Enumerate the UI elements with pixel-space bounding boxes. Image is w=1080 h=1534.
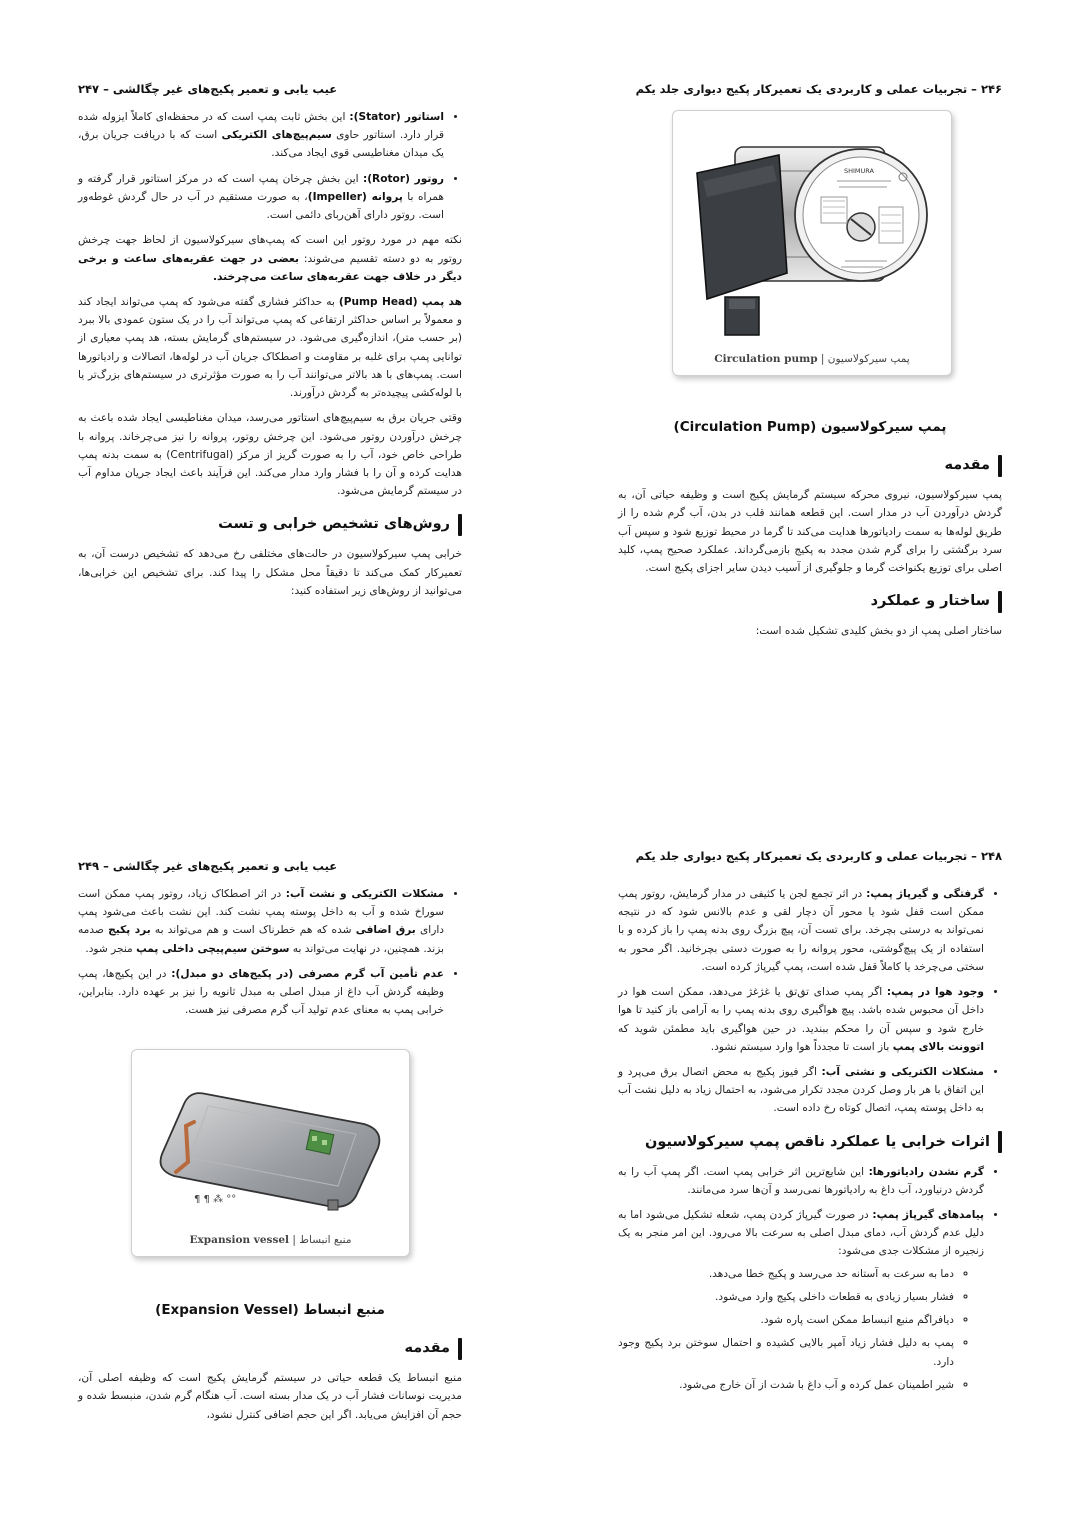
list-item-label: روتور (Rotor): xyxy=(362,172,444,185)
list-item-label: پیامدهای گیرپاژ پمپ: xyxy=(872,1209,984,1221)
list-item-label: عدم تأمین آب گرم مصرفی (در پکیج‌های دو مبدل): xyxy=(171,967,444,980)
page-248-body xyxy=(618,885,1002,1401)
section-title: پمپ سیرکولاسیون (Circulation Pump) xyxy=(673,419,947,435)
paragraph-text: به حداکثر فشاری گفته می‌شود که پمپ می‌تواند ایجاد کند و معمولاً بر اساس حداکثر ارتفاعی که پمپ می‌تواند آب را در یک ستون عمودی بالا ببرد (بر حسب متر)، اندازه‌گیری می‌شود. در سیستم‌های گرمایش بسته، هد پمپ معیاری از توانایی پمپ برای غلبه بر مقاومت و اصطکاک جریان آب در لوله‌ها، اتصالات و رادیاتورها است. پمپ‌های با هد بالاتر می‌توانند آب را به صورت مؤثرتری در سیستم‌های بزرگ‌تر یا با لوله‌کشی پیچیده‌تر به گردش درآورند. xyxy=(78,295,462,400)
heading-bar xyxy=(998,591,1002,613)
section-heading-intro xyxy=(78,1336,462,1361)
failure-list xyxy=(78,885,462,1020)
diagnosis-list xyxy=(618,885,1002,1118)
list-item-text: در این پکیج‌ها، پمپ وظیفه گردش آب داغ از مبدل اصلی به مبدل ثانویه را نیز بر عهده دارد. بنابراین، خرابی پمپ به معنای عدم تولید آب گرم مصرفی نیز هست. xyxy=(78,967,444,1017)
sublist-item: ◦ دما به سرعت به آستانه حد می‌رسد و پکیج خطا می‌دهد. xyxy=(618,1265,954,1283)
consequences-sublist xyxy=(618,1265,984,1394)
paragraph-text: نکته مهم در مورد روتور این است که پمپ‌های سیرکولاسیون از لحاظ جهت چرخش روتور به دو دسته تقسیم می‌شوند: xyxy=(78,234,462,265)
figure-caption-fa: منبع انبساط xyxy=(299,1234,352,1246)
list-item-label: گرفتگی و گیرپاژ پمپ: xyxy=(866,888,984,900)
heading-bar xyxy=(458,514,462,536)
section-heading-effects xyxy=(618,1130,1002,1155)
heading-text: ساختار و عملکرد xyxy=(870,593,990,610)
intro-paragraph: منبع انبساط یک قطعه حیاتی در سیستم گرمایش پکیج است که وظیفه اصلی آن، مدیریت نوسانات فشار آب در یک مدار بسته است. آب هنگام گرم شدن، منبسط شده و حجم آن افزایش می‌یابد. اگر این حجم اضافی کنترل نشود، xyxy=(78,1372,462,1421)
sublist-item: ◦ شیر اطمینان عمل کرده و آب داغ با شدت از آن خارج می‌شود. xyxy=(618,1376,954,1394)
list-item-text: این بخش ثابت پمپ است که در محفظه‌ای کاملاً ایزوله شده قرار دارد. استاتور حاوی xyxy=(78,111,445,142)
list-item-label: استاتور (Stator): xyxy=(349,111,444,123)
list-item-text: در اثر تجمع لجن یا کثیفی در مدار گرمایش، روتور پمپ ممکن است قفل شود یا محور آن دچار لقی و عدم بالانس شود که در نتیجه نمی‌تواند به درستی بچرخد. برای تست آن، پیچ بزرگ روی بدنه پمپ را باز کرده و با استفاده از یک پیچ‌گوشتی، محور پروانه را به صورت دستی بچرخانید. اگر محور به سختی می‌چرخد یا کاملاً قفل شده است، پمپ گیرپاژ کرده است. xyxy=(618,888,984,973)
effects-list xyxy=(618,1163,1002,1394)
list-item-rotor xyxy=(78,170,444,225)
section-heading-diagnosis xyxy=(78,512,462,537)
list-item-text: ، به صورت مستقیم در آب در حال گردش غوطه‌ور است. روتور دارای آهن‌ربای دائمی است. xyxy=(78,190,444,222)
intro-paragraph: پمپ سیرکولاسیون، نیروی محرکه سیستم گرمایش پکیج است و وظیفه حیاتی آن، به گردش درآوردن آب در مدار است. این قطعه همانند قلب در بدن، آب گرم شده را از طریق لوله‌ها به سمت رادیاتورها هدایت می‌کند تا گرما در محیط توزیع شود و سپس آب سرد برگشتی را برای گرم شدن مجدد به پکیج بازمی‌گرداند. عملکرد صحیح پمپ، کلید اصلی برای توزیع یکنواخت گرما و جلوگیری از آسیب دیدن سایر اجزای پکیج است. xyxy=(618,489,1002,575)
list-item-air xyxy=(618,983,984,1056)
list-item-text: اگر پمپ صدای تق‌تق یا غژغژ می‌دهد، ممکن است هوا در داخل آن محبوس شده باشد. پیچ هواگیری روی بدنه پمپ را به آرامی باز کنید تا هوا خارج شود و سپس آن را محکم ببندید. در حین هواگیری باید مطمئن شوید که xyxy=(618,986,984,1035)
list-item-label: گرم نشدن رادیاتورها: xyxy=(868,1165,984,1178)
bold-phrase: برق اضافی xyxy=(355,924,416,937)
heading-bar xyxy=(998,1131,1002,1153)
stator-rotor-list xyxy=(78,108,462,224)
list-item-text: باز است تا مجدداً هوا وارد سیستم نشود. xyxy=(710,1040,893,1053)
heading-text: روش‌های تشخیص خرابی و تست xyxy=(218,516,450,533)
figure-caption-separator: | xyxy=(820,353,825,365)
bold-phrase: پروانه (Impeller) xyxy=(307,190,403,203)
page-246-body xyxy=(618,410,1002,647)
list-item-label: مشکلات الکتریکی و نشت آب: xyxy=(285,888,444,900)
figure-caption-en: Circulation pump xyxy=(714,353,818,365)
figure-caption-fa: پمپ سیرکولاسیون xyxy=(827,353,910,365)
flow-paragraph: وقتی جریان برق به سیم‌پیچ‌های استاتور می‌رسد، میدان مغناطیسی ایجاد شده باعث به چرخش درآوردن روتور می‌شود. این چرخش روتور، پروانه را نیز می‌چرخاند. پروانه با طراحی خاص خود، آب را به صورت گریز از مرکز (Centrifugal) به سمت بدنه پمپ هدایت کرده و آن را با فشار وارد مدار می‌کند. این فرآیند باعث ایجاد جریان مداوم آب در سیستم گرمایش می‌شود. xyxy=(78,412,462,498)
section-heading-intro xyxy=(618,453,1002,478)
structure-paragraph: ساختار اصلی پمپ از دو بخش کلیدی تشکیل شده است: xyxy=(755,625,1002,638)
page-248 xyxy=(540,767,1080,1534)
list-item-seizure xyxy=(618,885,984,976)
list-item-electrical-leak xyxy=(78,885,444,958)
figure-caption xyxy=(673,353,951,365)
list-item-text: اگر فیوز پکیج به محض اتصال برق می‌پرد و این اتفاق با هر بار وصل کردن مجدد تکرار می‌شود، به احتمال زیاد به دلیل نشت آب به داخل پوسته پمپ، اتصال کوتاه رخ داده است. xyxy=(618,1065,984,1115)
rotor-note-paragraph xyxy=(78,231,462,286)
list-item-stator xyxy=(78,108,444,163)
list-item-seizure-effects xyxy=(618,1206,984,1394)
page-header: عیب یابی و تعمیر پکیج‌های غیر چگالشی – ۲۴۷ xyxy=(78,82,338,96)
page-header: عیب یابی و تعمیر پکیج‌های غیر چگالشی – ۲۴۹ xyxy=(78,859,338,873)
bold-phrase: هد پمپ (Pump Head) xyxy=(338,295,462,308)
heading-text: مقدمه xyxy=(944,457,990,474)
bold-phrase: برد پکیج xyxy=(108,924,151,937)
list-item-radiators xyxy=(618,1163,984,1199)
pump-brand-label: SHIMURA xyxy=(844,167,874,175)
heading-text: مقدمه xyxy=(404,1340,450,1357)
list-item-label: وجود هوا در پمپ: xyxy=(886,986,984,999)
bold-phrase: سیم‌پیچ‌های الکتریکی xyxy=(221,129,332,142)
list-item-text: شده که هم خطرناک است و هم می‌تواند به xyxy=(150,924,356,937)
figure-caption xyxy=(132,1234,409,1246)
diagnosis-paragraph: خرابی پمپ سیرکولاسیون در حالت‌های مختلفی رخ می‌دهد که تشخیص درست آن، به تعمیرکار کمک می‌کند تا دقیقاً محل مشکل را پیدا کند. برای تشخیص این خرابی‌ها، می‌توانید از روش‌های زیر استفاده کنید: xyxy=(78,548,462,597)
list-item-text: این شایع‌ترین اثر خرابی پمپ است. اگر پمپ آب را به گردش درنیاورد، آب داغ به رادیاتورها نمی‌رسد و آن‌ها سرد می‌مانند. xyxy=(618,1165,984,1196)
heading-bar xyxy=(458,1338,462,1360)
bold-phrase: بعضی در جهت عقربه‌های ساعت و برخی دیگر در خلاف جهت عقربه‌های ساعت می‌چرخند. xyxy=(78,252,462,283)
pump-head-paragraph xyxy=(78,293,462,402)
page-246 xyxy=(540,0,1080,767)
list-item-text: در اثر اصطکاک زیاد، روتور پمپ ممکن است سوراخ شده و آب به داخل پوسته پمپ نشت کند. این نشت باعث می‌شود پمپ دارای xyxy=(78,888,445,937)
page-247-body xyxy=(78,108,462,607)
list-item-hot-water xyxy=(78,965,444,1020)
figure-caption-separator: | xyxy=(292,1234,296,1246)
list-item-label: مشکلات الکتریکی و نشتی آب: xyxy=(821,1065,984,1078)
list-item-text: در صورت گیرپاژ کردن پمپ، شعله تشکیل می‌شود اما به دلیل عدم گردش آب، دمای مبدل اصلی به سرعت بالا می‌رود. این امر منجر به یک زنجیره از مشکلات جدی می‌شود: xyxy=(618,1209,984,1258)
page-header: ۲۴۸ – تجربیات عملی و کاربردی یک تعمیرکار پکیج دیواری جلد یکم xyxy=(635,849,1002,863)
section-heading-structure xyxy=(618,589,1002,614)
expansion-vessel-illustration xyxy=(132,1050,409,1224)
list-item-text: است که با دریافت جریان برق، یک میدان مغناطیسی قوی ایجاد می‌کند. xyxy=(78,129,444,160)
circulation-pump-illustration xyxy=(673,111,951,343)
bold-phrase: سوختن سیم‌پیچی داخلی پمپ xyxy=(136,942,290,955)
sublist-item: ◦ پمپ به دلیل فشار زیاد آمپر بالایی کشیده و احتمال سوختن برد پکیج وجود دارد. xyxy=(618,1334,954,1370)
bold-phrase: اتوونت بالای پمپ xyxy=(892,1040,984,1053)
page-249 xyxy=(0,767,540,1534)
page-header: ۲۴۶ – تجربیات عملی و کاربردی یک تعمیرکار پکیج دیواری جلد یکم xyxy=(635,82,1002,96)
sublist-item: ◦ دیافراگم منبع انبساط ممکن است پاره شود. xyxy=(618,1311,954,1329)
svg-text:¶ ¶ ⁂ °°: ¶ ¶ ⁂ °° xyxy=(194,1194,237,1205)
list-item-electrical xyxy=(618,1063,984,1118)
list-item-text: منجر شود. xyxy=(85,942,137,955)
page-249-body-bottom xyxy=(78,1293,462,1431)
figure-caption-en: Expansion vessel xyxy=(189,1234,290,1246)
page-247 xyxy=(0,0,540,767)
sublist-item: ◦ فشار بسیار زیادی به قطعات داخلی پکیج وارد می‌شود. xyxy=(618,1288,954,1306)
heading-bar xyxy=(998,455,1002,477)
page-249-body-top xyxy=(78,885,462,1027)
section-title: منبع انبساط (Expansion Vessel) xyxy=(155,1302,385,1318)
circulation-pump-figure xyxy=(672,110,952,376)
heading-text: اثرات خرابی یا عملکرد ناقص پمپ سیرکولاسیون xyxy=(645,1133,990,1150)
list-item-text: صدمه بزند. همچنین، در نهایت می‌تواند به xyxy=(78,924,444,955)
list-item-text: این بخش چرخان پمپ است که در مرکز استاتور قرار گرفته و همراه با xyxy=(78,172,444,203)
expansion-vessel-figure xyxy=(131,1049,410,1257)
